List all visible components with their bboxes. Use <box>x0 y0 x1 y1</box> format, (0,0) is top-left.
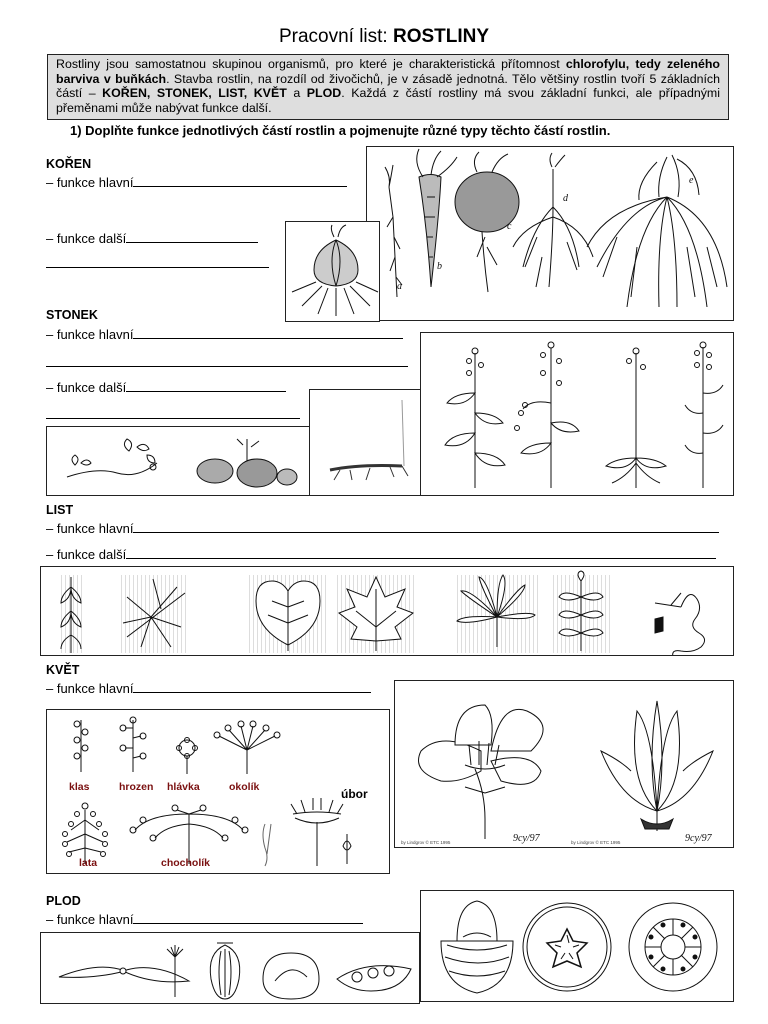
root-letter-b: b <box>437 261 442 272</box>
roots-illustration-box <box>366 146 734 321</box>
inflorescence-illustration <box>47 710 389 873</box>
inflorescence-label-chocholik: chocholík <box>161 857 211 869</box>
page-title: Pracovní list: ROSTLINY <box>278 26 490 47</box>
root-letter-c: c <box>507 221 512 232</box>
list-other-function: – funkce další <box>46 546 716 562</box>
stems-illustration-box <box>420 332 734 496</box>
stonek-extra-answer-line-1[interactable] <box>46 366 408 367</box>
root-letter-a: a <box>397 281 402 292</box>
list-other-answer-line[interactable] <box>126 546 716 559</box>
root-letter-d: d <box>563 193 568 204</box>
list-main-function: – funkce hlavní <box>46 520 719 536</box>
flower-credit-2: by Lindgrov © ETC 1995 <box>571 840 621 845</box>
stonek-main-answer-line[interactable] <box>133 326 403 339</box>
plod-main-answer-line[interactable] <box>133 911 363 924</box>
flower-illustration <box>395 681 733 847</box>
section-heading-kvet: KVĚT <box>46 663 80 677</box>
flower-signature-2: 9cy/97 <box>685 833 712 844</box>
section-heading-stonek: STONEK <box>46 308 98 322</box>
leaves-illustration <box>41 567 733 655</box>
fruit-types-illustration <box>41 933 419 1003</box>
task-instruction: 1) Doplňte funkce jednotlivých částí rostlin a pojmenujte různé typy těchto částí rostlin. <box>70 123 611 138</box>
stonek-other-function: – funkce další <box>46 379 286 395</box>
koren-main-answer-line[interactable] <box>133 174 347 187</box>
flower-credit-1: by Lindgrov © ETC 1995 <box>401 840 451 845</box>
kvet-main-function: – funkce hlavní <box>46 680 371 696</box>
fruit-sections-illustration <box>421 891 733 1001</box>
section-heading-list: LIST <box>46 503 74 517</box>
plod-main-function: – funkce hlavní <box>46 911 363 927</box>
bulb-illustration <box>286 222 379 321</box>
rhizome-illustration <box>310 390 420 495</box>
runner-tuber-illustration <box>47 427 309 495</box>
koren-extra-answer-line[interactable] <box>46 267 269 268</box>
section-heading-plod: PLOD <box>46 894 81 908</box>
stonek-main-function: – funkce hlavní <box>46 326 403 342</box>
bulb-illustration-box <box>285 221 380 322</box>
fruit-types-illustration-box <box>40 932 420 1004</box>
inflorescence-label-lata: lata <box>79 857 98 869</box>
flower-illustration-box <box>394 680 734 848</box>
stems-illustration <box>421 333 733 495</box>
inflorescence-label-okolik: okolík <box>229 781 260 793</box>
roots-illustration <box>367 147 733 320</box>
kvet-main-answer-line[interactable] <box>133 680 371 693</box>
fruit-sections-illustration-box <box>420 890 734 1002</box>
root-letter-e: e <box>689 175 694 186</box>
koren-other-answer-line[interactable] <box>126 230 258 243</box>
koren-other-function: – funkce další <box>46 230 258 246</box>
inflorescence-label-ubor: úbor <box>341 787 368 801</box>
runner-tuber-illustration-box <box>46 426 310 496</box>
koren-main-function: – funkce hlavní <box>46 174 347 190</box>
flower-signature-1: 9cy/97 <box>513 833 540 844</box>
inflorescence-label-klas: klas <box>69 781 90 793</box>
intro-box: Rostliny jsou samostatnou skupinou organismů, pro které je charakteristická přítomnost chlorofylu, tedy zeleného barviva v buňkách. Stavba rostlin, na rozdíl od živočichů, je v zásadě jednotná. Tělo většiny rostlin tvoří 5 základních částí – KOŘEN, STONEK, LIST, KVĚT a PLOD. Každá z částí rostliny má svou základní funkci, ale případnými přeměnami může nabývat funkce další. <box>47 54 729 120</box>
stonek-other-answer-line[interactable] <box>126 379 286 392</box>
inflorescence-label-hlavka: hlávka <box>167 781 200 793</box>
rhizome-illustration-box <box>309 389 421 496</box>
inflorescence-illustration-box <box>46 709 390 874</box>
list-main-answer-line[interactable] <box>133 520 719 533</box>
leaves-illustration-box <box>40 566 734 656</box>
stonek-extra-answer-line-2[interactable] <box>46 418 300 419</box>
inflorescence-label-hrozen: hrozen <box>119 781 154 793</box>
section-heading-koren: KOŘEN <box>46 157 92 171</box>
